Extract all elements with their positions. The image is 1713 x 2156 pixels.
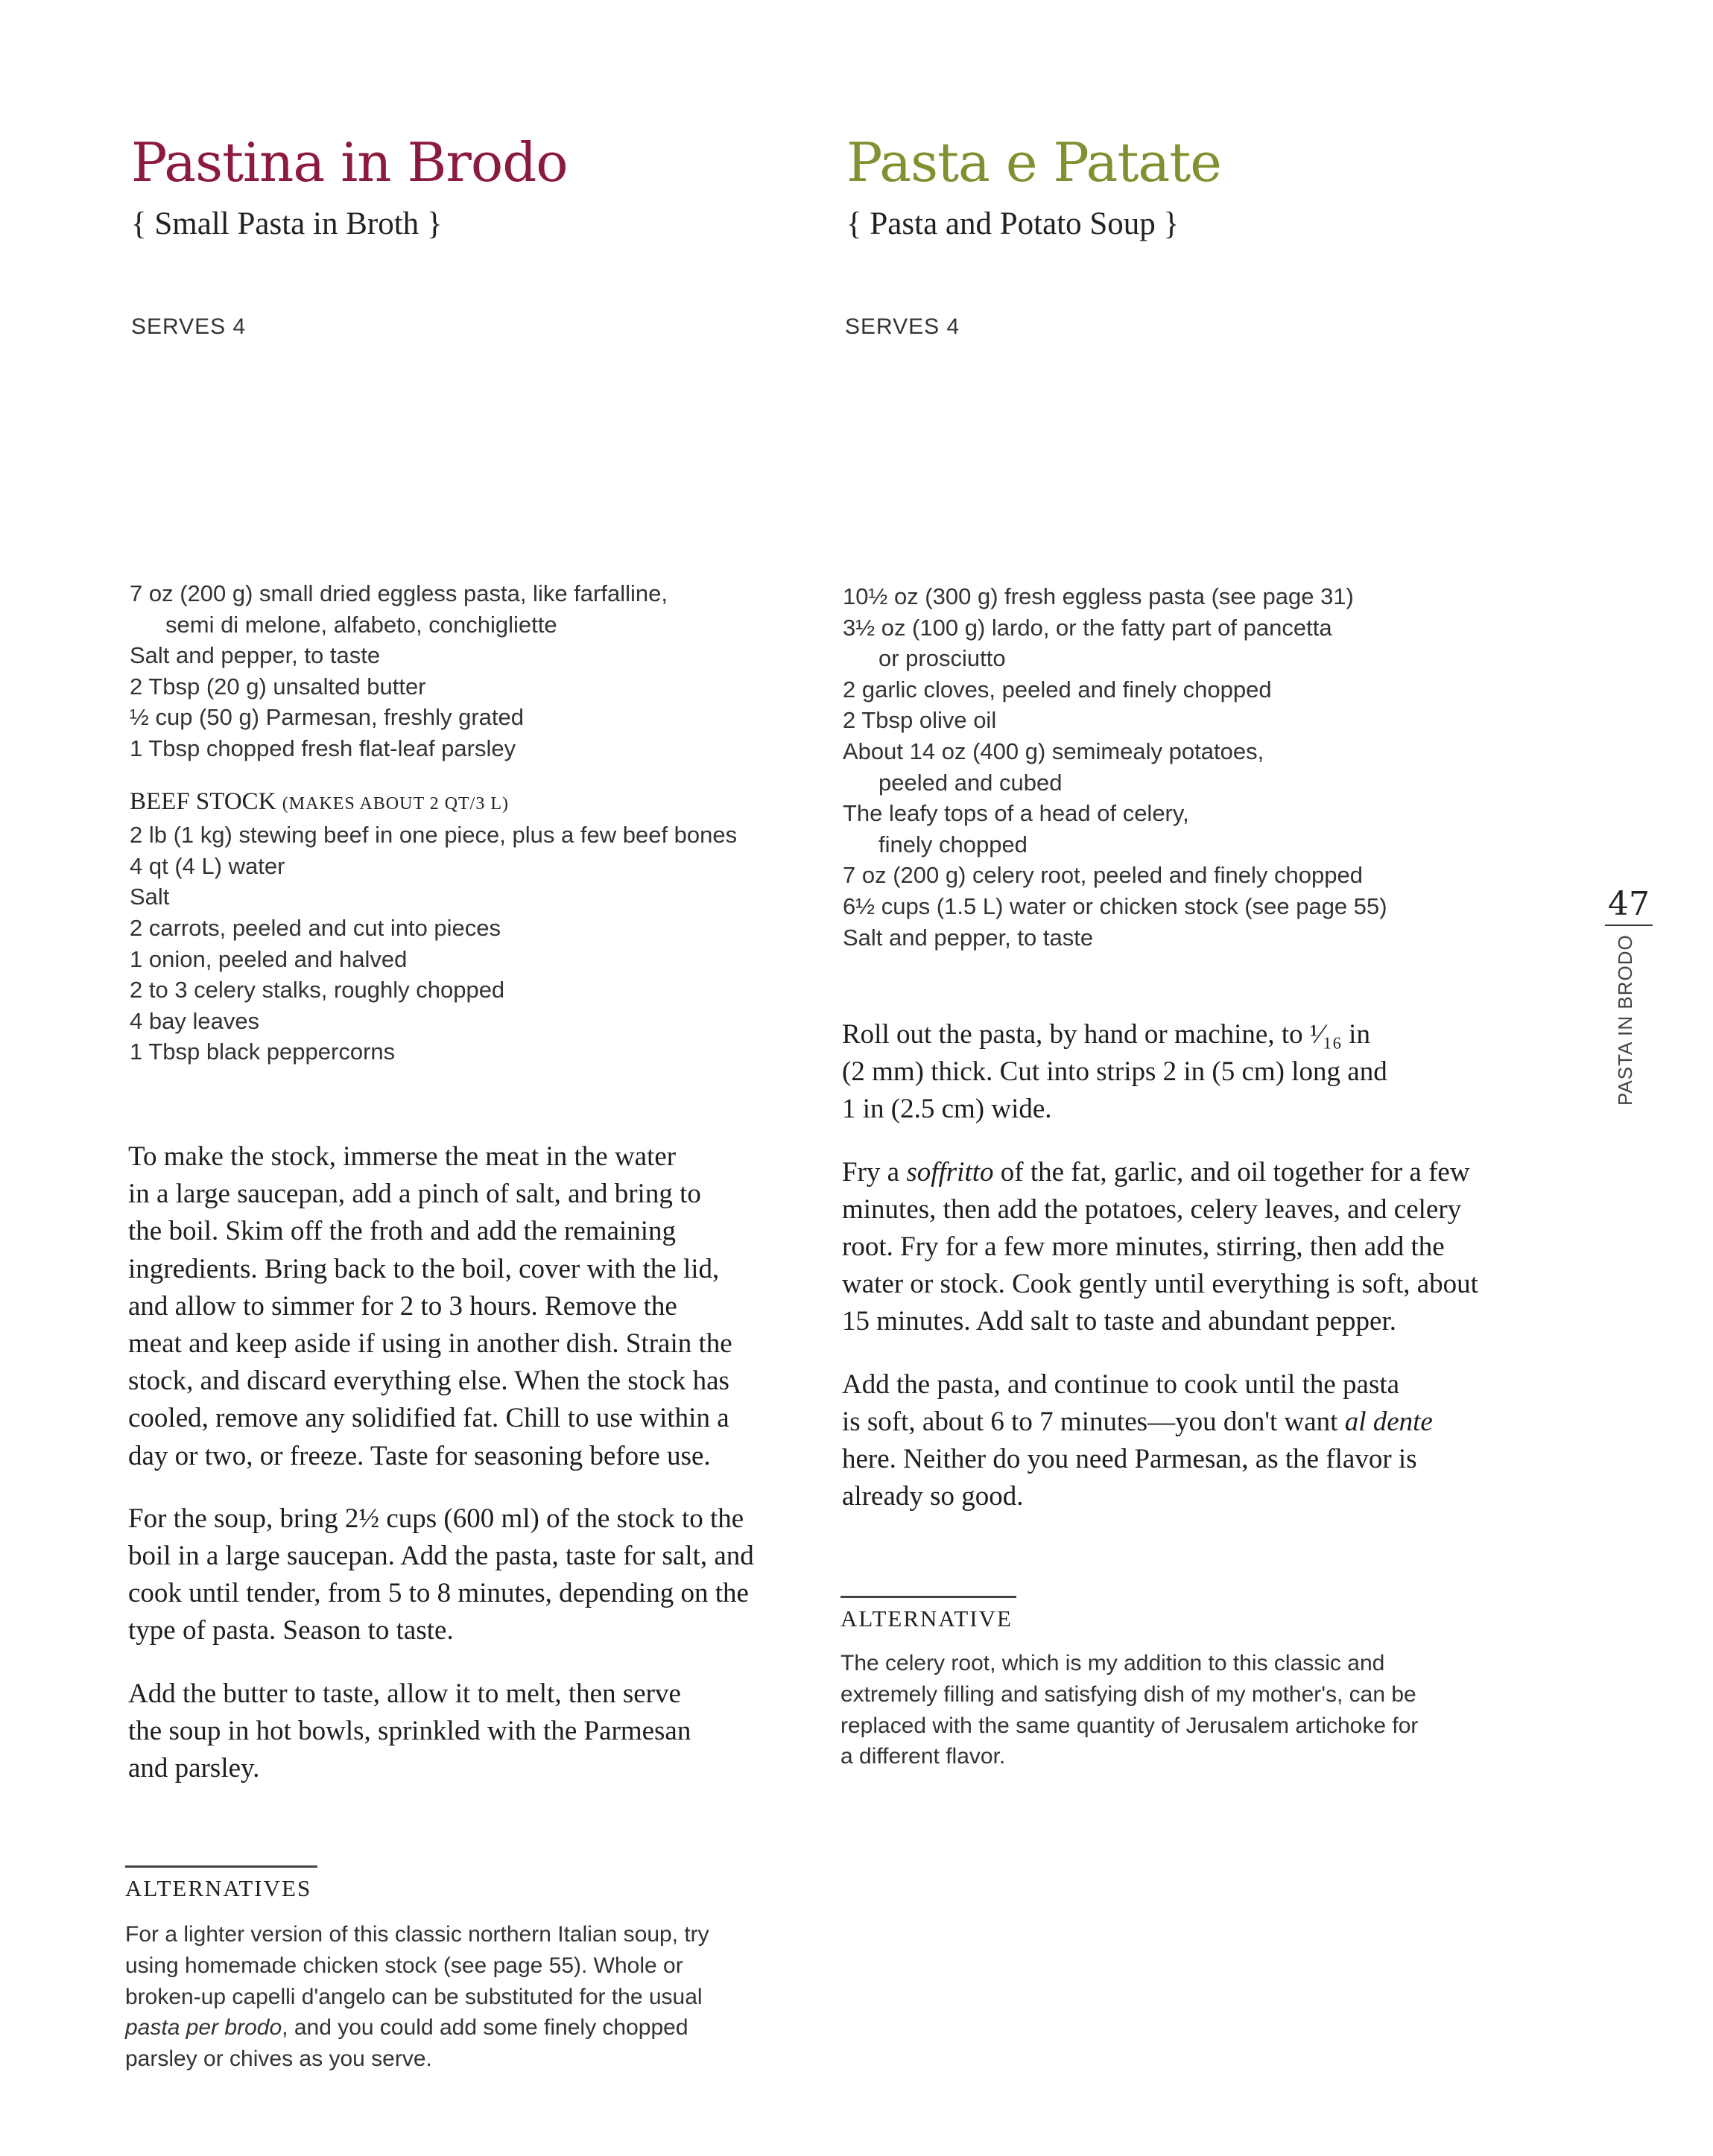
text-line bbox=[842, 1266, 1478, 1303]
text-segment: (2 mm) thick. Cut into strips 2 in (5 cm) long and bbox=[842, 1056, 1387, 1088]
text-line bbox=[842, 1091, 1478, 1128]
text-segment: type of pasta. Season to taste. bbox=[128, 1615, 454, 1646]
ingredient-line: peeled and cubed bbox=[878, 769, 1063, 796]
stock-yield-note: (MAKES ABOUT 2 QT/3 L) bbox=[282, 793, 510, 814]
ingredient-line: 2 to 3 celery stalks, roughly chopped bbox=[130, 977, 505, 1004]
text-line bbox=[128, 1363, 754, 1400]
text-line bbox=[842, 1478, 1478, 1515]
text-segment: the boil. Skim off the froth and add the remaining bbox=[128, 1216, 677, 1247]
ingredient-line: 1 Tbsp black peppercorns bbox=[130, 1039, 396, 1065]
text-line bbox=[128, 1750, 754, 1787]
ingredient-line: The leafy tops of a head of celery, bbox=[843, 800, 1189, 827]
ingredient-list bbox=[130, 578, 737, 764]
text-segment: a different flavor. bbox=[840, 1744, 1006, 1769]
ingredient-line: 2 Tbsp (20 g) unsalted butter bbox=[130, 673, 426, 700]
ingredient-line: 2 lb (1 kg) stewing beef in one piece, plus a few beef bones bbox=[130, 822, 738, 849]
ingredient-line: finely chopped bbox=[878, 831, 1028, 857]
ingredient-line: About 14 oz (400 g) semimealy potatoes, bbox=[843, 738, 1264, 764]
text-line bbox=[842, 1154, 1478, 1191]
method-left bbox=[128, 1138, 754, 1787]
text-segment: To make the stock, immerse the meat in the water bbox=[128, 1141, 677, 1172]
text-line bbox=[128, 1575, 754, 1612]
text-line bbox=[128, 1176, 754, 1213]
ingredient-line: 3½ oz (100 g) lardo, or the fatty part of pancetta bbox=[843, 614, 1332, 641]
ingredient-line: 2 carrots, peeled and cut into pieces bbox=[130, 914, 501, 941]
page-number: 47 bbox=[1605, 885, 1653, 926]
text-segment: meat and keep aside if using in another dish. Strain the bbox=[128, 1328, 732, 1360]
ingredient-line: or prosciutto bbox=[878, 645, 1006, 672]
text-segment: day or two, or freeze. Taste for seasoning before use. bbox=[128, 1440, 711, 1471]
serves-right: SERVES 4 bbox=[845, 314, 960, 339]
text-segment: Add the pasta, and continue to cook until the pasta bbox=[842, 1369, 1400, 1400]
alternatives-label: ALTERNATIVES bbox=[125, 1865, 317, 1902]
text-segment: broken-up capelli d'angelo can be substituted for the usual bbox=[125, 1984, 703, 2009]
text-segment: 1 in (2.5 cm) wide. bbox=[842, 1094, 1052, 1125]
ingredient-line: ½ cup (50 g) Parmesan, freshly grated bbox=[130, 704, 524, 731]
ingredient-line: 4 qt (4 L) water bbox=[130, 852, 285, 879]
ingredient-line: Salt and pepper, to taste bbox=[130, 642, 381, 669]
italic-term: pasta per brodo bbox=[125, 2015, 282, 2041]
text-line bbox=[128, 1400, 754, 1437]
ingredient-line: 6½ cups (1.5 L) water or chicken stock (see page 55) bbox=[843, 892, 1387, 919]
text-segment: parsley or chives as you serve. bbox=[125, 2046, 432, 2072]
text-line bbox=[128, 1325, 754, 1363]
text-line bbox=[128, 1538, 754, 1575]
text-segment: is soft, about 6 to 7 minutes—you don't want bbox=[842, 1406, 1345, 1437]
text-segment: The celery root, which is my addition to this classic and bbox=[840, 1651, 1385, 1675]
stock-heading-label: BEEF STOCK bbox=[130, 787, 276, 815]
text-line bbox=[842, 1228, 1478, 1266]
recipe-title-right: Pasta e Patate bbox=[846, 131, 1221, 194]
ingredient-line: Salt bbox=[130, 884, 170, 910]
text-segment: boil in a large saucepan. Add the pasta, taste for salt, and bbox=[128, 1541, 754, 1572]
text-line bbox=[128, 1500, 754, 1538]
italic-term: soffritto bbox=[906, 1156, 994, 1188]
text-line bbox=[842, 1303, 1478, 1340]
ingredient-line: semi di melone, alfabeto, conchigliette bbox=[165, 611, 557, 638]
text-line bbox=[128, 1288, 754, 1325]
text-segment: ingredients. Bring back to the boil, cover with the lid, bbox=[128, 1253, 720, 1284]
text-line bbox=[842, 1191, 1478, 1228]
text-line bbox=[125, 1982, 709, 2013]
text-segment: the soup in hot bowls, sprinkled with the Parmesan bbox=[128, 1715, 691, 1746]
italic-term: al dente bbox=[1344, 1406, 1433, 1437]
ingredient-line: 7 oz (200 g) small dried eggless pasta, like farfalline, bbox=[130, 580, 668, 606]
text-line bbox=[842, 1016, 1478, 1053]
method-paragraph bbox=[842, 1016, 1478, 1129]
recipe-subtitle-right: { Pasta and Potato Soup } bbox=[846, 206, 1180, 241]
alternative-label: ALTERNATIVE bbox=[840, 1596, 1016, 1632]
ingredient-line: 2 garlic cloves, peeled and finely chopped bbox=[843, 676, 1272, 703]
method-paragraph bbox=[128, 1138, 754, 1475]
method-paragraph bbox=[842, 1154, 1478, 1341]
stock-heading bbox=[130, 787, 737, 820]
text-line bbox=[125, 1919, 709, 1950]
text-line bbox=[128, 1675, 754, 1713]
text-segment: here. Neither do you need Parmesan, as the flavor is bbox=[842, 1444, 1417, 1475]
text-line bbox=[840, 1679, 1418, 1710]
text-segment: water or stock. Cook gently until everything is soft, about bbox=[842, 1269, 1478, 1300]
text-line bbox=[842, 1366, 1478, 1404]
text-segment: and allow to simmer for 2 to 3 hours. Remove the bbox=[128, 1290, 677, 1322]
text-line bbox=[840, 1741, 1418, 1772]
section-running-head: PASTA IN BRODO bbox=[1614, 934, 1636, 1106]
text-line bbox=[128, 1612, 754, 1649]
alternatives-left bbox=[125, 1865, 317, 1902]
ingredient-line: Salt and pepper, to taste bbox=[843, 924, 1094, 951]
text-line bbox=[842, 1441, 1478, 1478]
stock-ingredient-list bbox=[130, 819, 737, 1068]
text-segment: using homemade chicken stock (see page 55). Whole or bbox=[125, 1953, 683, 1978]
text-segment: in a large saucepan, add a pinch of salt, and bring to bbox=[128, 1179, 701, 1210]
text-line bbox=[128, 1713, 754, 1750]
alternative-text-right bbox=[840, 1648, 1418, 1772]
ingredients-left bbox=[130, 578, 737, 1068]
text-segment: minutes, then add the potatoes, celery leaves, and celery bbox=[842, 1193, 1462, 1225]
text-segment: Add the butter to taste, allow it to melt, then serve bbox=[128, 1678, 681, 1709]
ingredient-line: 4 bay leaves bbox=[130, 1007, 260, 1034]
text-segment: For the soup, bring 2½ cups (600 ml) of the stock to the bbox=[128, 1503, 744, 1534]
text-segment: , and you could add some finely chopped bbox=[282, 2015, 688, 2041]
serves-left: SERVES 4 bbox=[131, 314, 247, 339]
ingredient-line: 7 oz (200 g) celery root, peeled and finely chopped bbox=[843, 862, 1363, 889]
text-line bbox=[128, 1251, 754, 1288]
text-segment: already so good. bbox=[842, 1481, 1024, 1512]
ingredient-line: 1 onion, peeled and halved bbox=[130, 945, 408, 972]
text-line bbox=[128, 1438, 754, 1475]
text-line bbox=[128, 1213, 754, 1250]
text-line bbox=[840, 1648, 1418, 1679]
method-paragraph bbox=[128, 1500, 754, 1650]
method-paragraph bbox=[128, 1675, 754, 1788]
text-line bbox=[842, 1404, 1478, 1441]
text-line bbox=[840, 1710, 1418, 1742]
text-line bbox=[128, 1138, 754, 1176]
text-segment: extremely filling and satisfying dish of my mother's, can be bbox=[840, 1681, 1416, 1707]
text-segment: stock, and discard everything else. When the stock has bbox=[128, 1366, 729, 1397]
text-line bbox=[125, 1950, 709, 1982]
recipe-subtitle-left: { Small Pasta in Broth } bbox=[131, 206, 443, 241]
text-line bbox=[842, 1053, 1478, 1091]
ingredient-line: 1 Tbsp chopped fresh flat-leaf parsley bbox=[130, 735, 516, 761]
method-paragraph bbox=[842, 1366, 1478, 1516]
text-segment: Fry a bbox=[842, 1156, 907, 1188]
text-segment: 15 minutes. Add salt to taste and abundant pepper. bbox=[842, 1306, 1396, 1337]
text-segment: of the fat, garlic, and oil together for a few bbox=[993, 1156, 1470, 1188]
ingredient-list bbox=[843, 581, 1387, 953]
recipe-title-left: Pastina in Brodo bbox=[131, 131, 568, 194]
ingredient-line: 2 Tbsp olive oil bbox=[843, 707, 997, 734]
text-segment: cook until tender, from 5 to 8 minutes, depending on the bbox=[128, 1578, 749, 1609]
text-line bbox=[125, 2012, 709, 2044]
text-segment: Roll out the pasta, by hand or machine, to ¹⁄₁₆ in bbox=[842, 1019, 1370, 1050]
alternatives-text-left bbox=[125, 1919, 709, 2075]
text-line bbox=[125, 2044, 709, 2075]
ingredient-line: 10½ oz (300 g) fresh eggless pasta (see page 31) bbox=[843, 583, 1354, 609]
text-segment: and parsley. bbox=[128, 1753, 260, 1784]
text-segment: root. Fry for a few more minutes, stirring, then add the bbox=[842, 1231, 1445, 1263]
text-segment: cooled, remove any solidified fat. Chill to use within a bbox=[128, 1403, 729, 1434]
text-segment: replaced with the same quantity of Jerusalem artichoke for bbox=[840, 1713, 1419, 1738]
text-segment: For a lighter version of this classic northern Italian soup, try bbox=[125, 1922, 709, 1947]
alternative-right bbox=[840, 1596, 1016, 1632]
ingredients-right bbox=[843, 581, 1387, 953]
method-right bbox=[842, 1016, 1478, 1515]
